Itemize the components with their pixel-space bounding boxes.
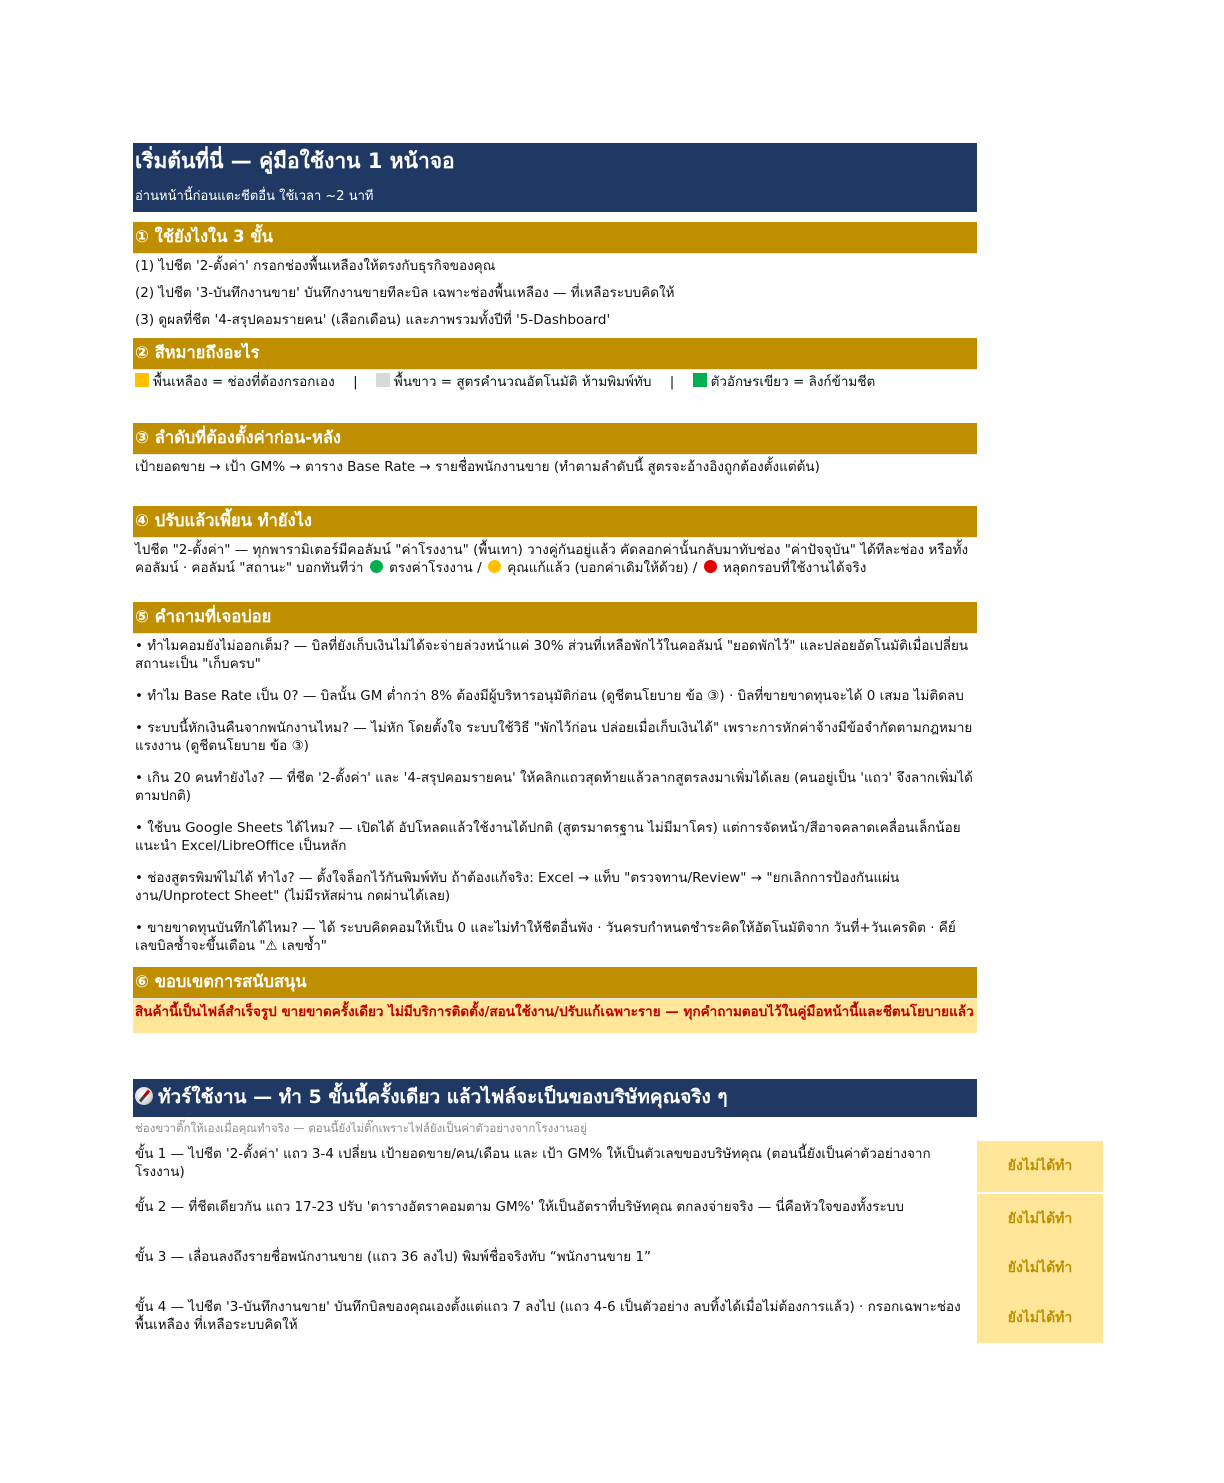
step-line-3: (3) ดูผลที่ชีต '4-สรุปคอมรายคน' (เลือกเดือน) และภาพรวมทั้งปีที่ '5-Dashboard' (135, 312, 611, 328)
tour-step-status: ยังไม่ได้ทำ (977, 1141, 1103, 1192)
tour-step-2 (133, 1194, 1103, 1244)
faq-list (133, 634, 977, 955)
legend-separator: | (669, 374, 675, 390)
tour-title: ทัวร์ใช้งาน — ทำ 5 ขั้นนี้ครั้งเดียว แล้วไฟล์จะเป็นของบริษัทคุณจริง ๆ (158, 1086, 728, 1108)
header-banner (133, 143, 977, 212)
section-1-heading: ① ใช้ยังไงใน 3 ขั้น (133, 222, 977, 254)
yellow-swatch-icon (135, 373, 149, 387)
status-edited-label: คุณแก้แล้ว (บอกค่าเดิมให้ด้วย) / (507, 560, 698, 576)
status-factory-label: ตรงค่าโรงงาน / (389, 560, 482, 576)
legend-separator: | (353, 374, 358, 390)
legend-green-label: ตัวอักษรเขียว = ลิงก์ข้ามชีต (710, 374, 876, 390)
section-3-heading: ③ ลำดับที่ต้องตั้งค่าก่อน-หลัง (133, 423, 977, 455)
tour-note: ช่องขวาติ๊กให้เองเมื่อคุณทำจริง — ตอนนี้ยังไม่ติ๊กเพราะไฟล์ยังเป็นค่าตัวอย่างจากโรงงานอยู่ (135, 1121, 587, 1135)
section-2-heading: ② สีหมายถึงอะไร (133, 338, 977, 370)
reset-instructions (133, 538, 977, 577)
section-4-heading: ④ ปรับแล้วเพี้ยน ทำยังไง (133, 506, 977, 538)
color-legend (133, 370, 977, 391)
yellow-status-icon (488, 560, 501, 573)
sheet-area (133, 143, 1073, 1343)
page-subtitle: อ่านหน้านี้ก่อนแตะชีตอื่น ใช้เวลา ~2 นาที (135, 189, 374, 204)
tour-steps (133, 1143, 1073, 1343)
page-title: เริ่มต้นที่นี่ — คู่มือใช้งาน 1 หน้าจอ (135, 149, 455, 173)
legend-yellow-label: พื้นเหลือง = ช่องที่ต้องกรอกเอง (153, 374, 335, 390)
tour-step-text: ขั้น 3 — เลื่อนลงถึงรายชื่อพนักงานขาย (แถว 36 ลงไป) พิมพ์ชื่อจริงทับ “พนักงานขาย 1” (135, 1249, 652, 1265)
faq-item: • ขายขาดทุนบันทึกได้ไหม? — ได้ ระบบคิดคอมให้เป็น 0 และไม่ทำให้ชีตอื่นพัง · วันครบกำหนดชำระคิดให้อัตโนมัติจาก วันที่+วันเครดิต · คีย์เลขบิลซ้ำจะขึ้นเตือน "⚠ เลขซ้ำ" (135, 920, 956, 954)
step-line-1: (1) ไปชีต '2-ตั้งค่า' กรอกช่องพื้นเหลืองให้ตรงกับธุรกิจของคุณ (135, 258, 496, 274)
section-5-heading: ⑤ คำถามที่เจอบ่อย (133, 602, 977, 634)
legend-white-label: พื้นขาว = สูตรคำนวณอัตโนมัติ ห้ามพิมพ์ทับ (393, 374, 652, 390)
support-notice: สินค้านี้เป็นไฟล์สำเร็จรูป ขายขาดครั้งเดียว ไม่มีบริการติดตั้ง/สอนใช้งาน/ปรับแก้เฉพาะราย — ทุกคำถามตอบไว้ในคู่มือหน้านี้และชีตนโยบายแล้ว (133, 999, 977, 1033)
step-line-2: (2) ไปชีต '3-บันทึกงานขาย' บันทึกงานขายทีละบิล เฉพาะช่องพื้นเหลือง — ที่เหลือระบบคิดให้ (135, 285, 675, 301)
green-swatch-icon (693, 373, 707, 387)
faq-item: • เกิน 20 คนทำยังไง? — ที่ชีต '2-ตั้งค่า' และ '4-สรุปคอมรายคน' ให้คลิกแถวสุดท้ายแล้วลากสูตรลงมาเพิ่มได้เลย (คนอยู่เป็น 'แถว' จึงลากเพิ่มได้ตามปกติ) (135, 770, 973, 804)
section-6-heading: ⑥ ขอบเขตการสนับสนุน (133, 967, 977, 999)
tour-step-text: ขั้น 2 — ที่ชีตเดียวกัน แถว 17-23 ปรับ 'ตารางอัตราคอมตาม GM%' ให้เป็นอัตราที่บริษัทคุณ ตกลงจ่ายจริง — นี่คือหัวใจของทั้งระบบ (135, 1199, 904, 1215)
tour-step-status: ยังไม่ได้ทำ (977, 1244, 1103, 1293)
tour-step-status: ยังไม่ได้ทำ (977, 1194, 1103, 1244)
compass-icon (135, 1087, 153, 1105)
tour-step-text: ขั้น 1 — ไปชีต '2-ตั้งค่า' แถว 3-4 เปลี่ยน เป้ายอดขาย/คน/เดือน และ เป้า GM% ให้เป็นตัวเลขของบริษัทคุณ (ตอนนี้ยังเป็นค่าตัวอย่างจากโรงงาน) (135, 1146, 931, 1180)
faq-item: • ระบบนี้หักเงินคืนจากพนักงานไหม? — ไม่หัก โดยตั้งใจ ระบบใช้วิธี "พักไว้ก่อน ปล่อยเมื่อเก็บเงินได้" เพราะการหักค่าจ้างมีข้อจำกัดตามกฎหมายแรงงาน (ดูชีตนโยบาย ข้อ ③) (135, 720, 973, 754)
faq-item: • ทำไม Base Rate เป็น 0? — บิลนั้น GM ต่ำกว่า 8% ต้องมีผู้บริหารอนุมัติก่อน (ดูชีตนโยบาย ข้อ ③) · บิลที่ขายขาดทุนจะได้ 0 เสมอ ไม่ติดลบ (135, 688, 964, 704)
red-status-icon (704, 560, 717, 573)
tour-step-1 (133, 1143, 1103, 1194)
tour-step-status: ยังไม่ได้ทำ (977, 1293, 1103, 1343)
tour-heading (133, 1079, 977, 1117)
tour-step-3 (133, 1244, 1103, 1293)
setup-order-text: เป้ายอดขาย → เป้า GM% → ตาราง Base Rate → รายชื่อพนักงานขาย (ทำตามลำดับนี้ สูตรจะอ้างอิงถูกต้องตั้งแต่ต้น) (135, 459, 820, 475)
white-swatch-icon (376, 373, 390, 387)
faq-item: • ใช้บน Google Sheets ได้ไหม? — เปิดได้ อัปโหลดแล้วใช้งานได้ปกติ (สูตรมาตรฐาน ไม่มีมาโคร) แต่การจัดหน้า/สีอาจคลาดเคลื่อนเล็กน้อย แนะนำ Excel/LibreOffice เป็นหลัก (135, 820, 961, 854)
status-out-of-range-label: หลุดกรอบที่ใช้งานได้จริง (722, 560, 867, 576)
reset-text: ไปชีต "2-ตั้งค่า" — ทุกพารามิเตอร์มีคอลัมน์ "ค่าโรงงาน" (พื้นเทา) วางคู่กันอยู่แล้ว คัดลอกค่านั้นกลับมาทับช่อง "ค่าปัจจุบัน" ได้ทีละช่อง หรือทั้งคอลัมน์ · คอลัมน์ "สถานะ" บอกทันทีว่า (135, 542, 969, 576)
tour-step-4 (133, 1293, 1103, 1343)
faq-item: • ทำไมคอมยังไม่ออกเต็ม? — บิลที่ยังเก็บเงินไม่ได้จะจ่ายล่วงหน้าแค่ 30% ส่วนที่เหลือพักไว้ในคอลัมน์ "ยอดพักไว้" และปล่อยอัตโนมัติเมื่อเปลี่ยนสถานะเป็น "เก็บครบ" (135, 638, 969, 672)
tour-step-text: ขั้น 4 — ไปชีต '3-บันทึกงานขาย' บันทึกบิลของคุณเองตั้งแต่แถว 7 ลงไป (แถว 4-6 เป็นตัวอย่าง ลบทิ้งได้เมื่อไม่ต้องการแล้ว) · กรอกเฉพาะช่องพื้นเหลือง ที่เหลือระบบคิดให้ (135, 1299, 961, 1333)
faq-item: • ช่องสูตรพิมพ์ไม่ได้ ทำไง? — ตั้งใจล็อกไว้กันพิมพ์ทับ ถ้าต้องแก้จริง: Excel → แท็บ "ตรวจทาน/Review" → "ยกเลิกการป้องกันแผ่นงาน/Unprotect Sheet" (ไม่มีรหัสผ่าน กดผ่านได้เลย) (135, 870, 900, 904)
green-status-icon (370, 560, 383, 573)
